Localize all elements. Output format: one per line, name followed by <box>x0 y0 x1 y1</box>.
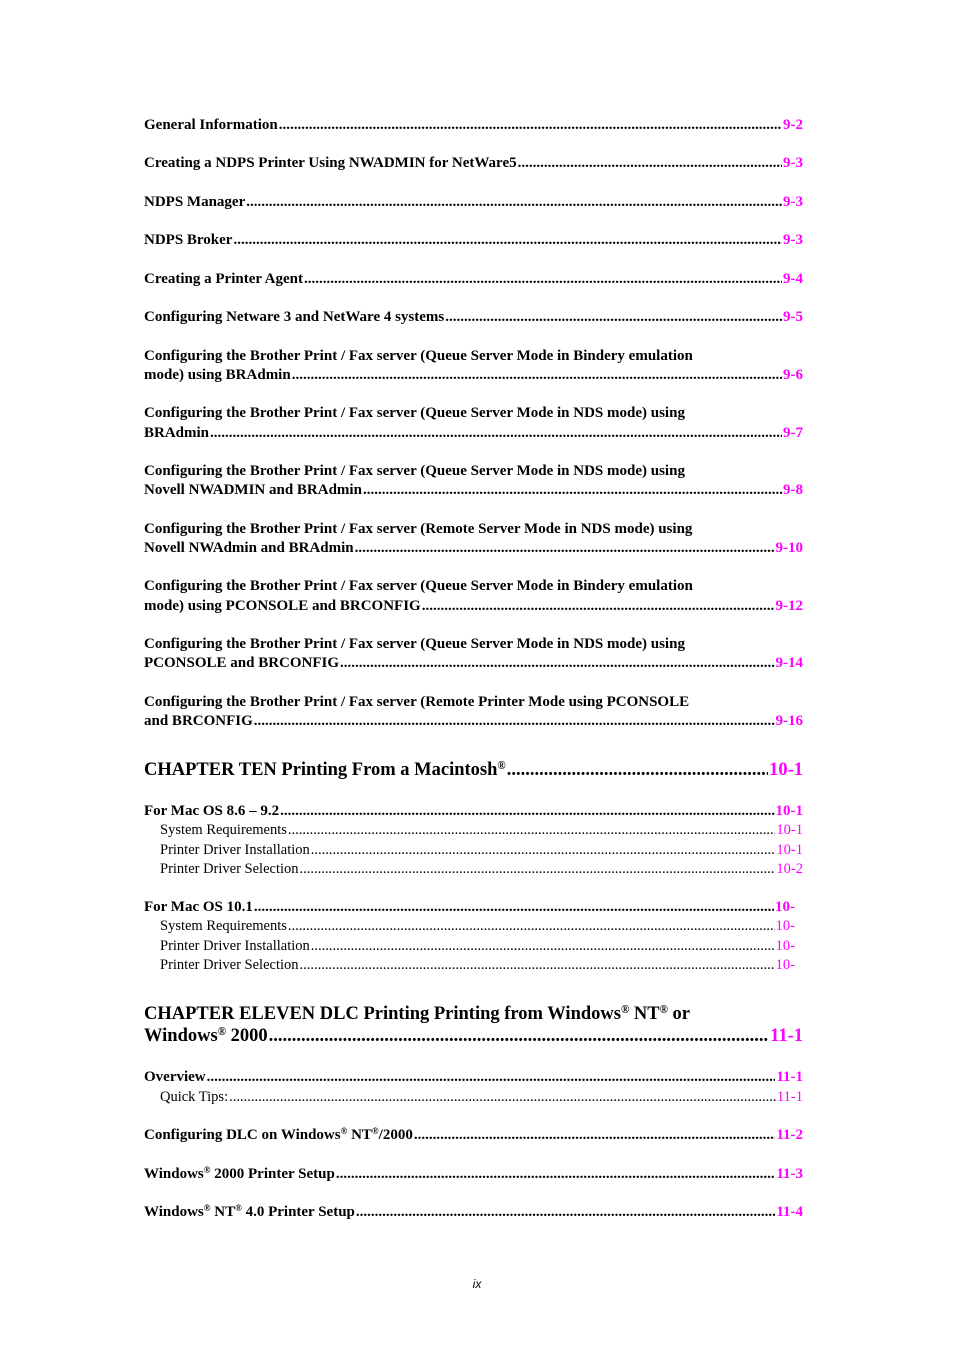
page-number[interactable]: 10-1 <box>776 822 803 838</box>
entry-title-text: 4.0 Printer Setup <box>241 1204 355 1220</box>
page-number[interactable]: 9-12 <box>775 598 803 614</box>
registered-mark: ® <box>340 1126 348 1137</box>
toc-entry-nds-nwadmin[interactable] <box>144 482 803 499</box>
dot-leader <box>300 861 776 878</box>
entry-title: System Requirements <box>160 918 287 934</box>
dot-leader <box>518 155 782 172</box>
toc-entry-line1: Configuring the Brother Print / Fax server (Remote Server Mode in NDS mode) using <box>144 521 693 537</box>
page-number[interactable]: 9-16 <box>775 713 803 729</box>
registered-mark: ® <box>235 1203 242 1214</box>
chapter-title-text: NT <box>629 1004 660 1024</box>
dot-leader <box>288 822 776 839</box>
registered-mark: ® <box>217 1025 226 1038</box>
page-number[interactable]: 9-3 <box>783 232 803 248</box>
registered-mark: ® <box>497 759 506 772</box>
chapter-title <box>144 760 506 781</box>
toc-entry-creating-printer-agent[interactable] <box>144 271 803 288</box>
page-number[interactable]: 11-4 <box>776 1204 803 1220</box>
dot-leader <box>292 367 782 384</box>
entry-title: Creating a Printer Agent <box>144 271 304 287</box>
toc-subentry[interactable] <box>160 938 795 955</box>
dot-leader <box>507 760 768 781</box>
page-number[interactable]: 10-1 <box>769 760 803 780</box>
page-number[interactable]: 9-7 <box>783 425 803 441</box>
entry-title-text: /2000 <box>378 1127 413 1143</box>
toc-entry-configuring-dlc[interactable] <box>144 1127 803 1144</box>
chapter-ten-heading[interactable] <box>144 760 803 781</box>
toc-entry-line1: Configuring the Brother Print / Fax server (Queue Server Mode in NDS mode) using <box>144 636 685 652</box>
chapter-title-text: 2000 <box>226 1026 268 1046</box>
toc-entry-line1: Configuring the Brother Print / Fax server (Queue Server Mode in Bindery emulation <box>144 348 693 364</box>
entry-title: System Requirements <box>160 822 287 838</box>
dot-leader <box>246 194 782 211</box>
dot-leader <box>355 540 775 557</box>
registered-mark: ® <box>203 1203 211 1214</box>
page-number[interactable]: 10-1 <box>776 842 803 858</box>
entry-title: Printer Driver Installation <box>160 938 310 954</box>
dot-leader <box>269 1026 769 1047</box>
page-number[interactable]: 9-3 <box>783 155 803 171</box>
toc-entry-mac-os-101[interactable] <box>144 899 795 916</box>
dot-leader <box>340 655 774 672</box>
toc-subentry[interactable] <box>160 842 803 859</box>
toc-entry-overview[interactable] <box>144 1069 803 1086</box>
toc-subentry-quick-tips[interactable] <box>160 1089 803 1106</box>
page-number[interactable]: 11-2 <box>776 1127 803 1143</box>
entry-title: Printer Driver Selection <box>160 861 299 877</box>
dot-leader <box>229 1089 776 1106</box>
entry-title: BRAdmin <box>144 425 210 441</box>
chapter-eleven-heading[interactable] <box>144 1026 803 1047</box>
dot-leader <box>300 957 775 974</box>
page-number[interactable]: 10- <box>775 899 795 915</box>
page-number[interactable]: 9-8 <box>783 482 803 498</box>
toc-subentry[interactable] <box>160 861 803 878</box>
entry-title: Novell NWAdmin and BRAdmin <box>144 540 354 556</box>
page-number[interactable]: 10-1 <box>775 803 803 819</box>
toc-subentry[interactable] <box>160 918 795 935</box>
entry-title: and BRCONFIG <box>144 713 253 729</box>
dot-leader <box>311 938 775 955</box>
dot-leader <box>207 1069 776 1086</box>
entry-title: Creating a NDPS Printer Using NWADMIN for NetWare5 <box>144 155 517 171</box>
dot-leader <box>288 918 775 935</box>
entry-title-text: Windows <box>144 1204 204 1220</box>
toc-entry-bindery-bradmin[interactable] <box>144 367 803 384</box>
dot-leader <box>422 598 775 615</box>
toc-entry-remote-printer[interactable] <box>144 713 803 730</box>
entry-title: Printer Driver Selection <box>160 957 299 973</box>
dot-leader <box>445 309 782 326</box>
toc-subentry[interactable] <box>160 957 795 974</box>
page-number[interactable]: 9-14 <box>775 655 803 671</box>
entry-title: PCONSOLE and BRCONFIG <box>144 655 340 671</box>
entry-title: For Mac OS 10.1 <box>144 899 253 915</box>
dot-leader <box>210 425 782 442</box>
toc-entry-line1: Configuring the Brother Print / Fax server (Queue Server Mode in Bindery emulation <box>144 578 693 594</box>
toc-entry-windows-2000-setup[interactable] <box>144 1166 803 1183</box>
toc-entry-nds-bradmin[interactable] <box>144 425 803 442</box>
page-number[interactable]: 10- <box>775 938 795 954</box>
entry-title: Overview <box>144 1069 206 1085</box>
registered-mark: ® <box>203 1165 211 1176</box>
chapter-title-text: CHAPTER ELEVEN DLC Printing Printing from Windows <box>144 1004 621 1024</box>
entry-title: mode) using PCONSOLE and BRCONFIG <box>144 598 421 614</box>
chapter-eleven-heading-line1 <box>144 1004 690 1025</box>
entry-title-text: 2000 Printer Setup <box>210 1166 335 1182</box>
entry-title <box>144 1166 335 1183</box>
entry-title <box>144 1204 355 1221</box>
toc-entry-nds-pconsole[interactable] <box>144 655 803 672</box>
toc-subentry[interactable] <box>160 822 803 839</box>
chapter-title-text: or <box>667 1004 690 1024</box>
dot-leader <box>363 482 782 499</box>
registered-mark: ® <box>659 1003 668 1016</box>
toc-entry-configuring-netware[interactable] <box>144 309 803 326</box>
entry-title: Printer Driver Installation <box>160 842 310 858</box>
entry-title-text: Configuring DLC on Windows <box>144 1127 341 1143</box>
chapter-title <box>144 1026 268 1047</box>
registered-mark: ® <box>620 1003 630 1016</box>
entry-title: NDPS Broker <box>144 232 233 248</box>
entry-title <box>144 1127 413 1144</box>
dot-leader <box>254 713 775 730</box>
toc-entry-creating-ndps-printer[interactable] <box>144 155 803 172</box>
page-number[interactable]: 11-1 <box>770 1026 803 1046</box>
entry-title-text: NT <box>210 1204 236 1220</box>
page-footer-number: ix <box>472 1277 482 1291</box>
toc-entry-general-information[interactable] <box>144 117 803 134</box>
page-number[interactable]: 9-10 <box>775 540 803 556</box>
page-number[interactable]: 9-6 <box>783 367 803 383</box>
page-number[interactable]: 9-3 <box>783 194 803 210</box>
page-number[interactable]: 9-4 <box>783 271 803 287</box>
entry-title: mode) using BRAdmin <box>144 367 291 383</box>
dot-leader <box>336 1166 776 1183</box>
dot-leader <box>414 1127 776 1144</box>
toc-entry-line1: Configuring the Brother Print / Fax server (Queue Server Mode in NDS mode) using <box>144 463 685 479</box>
page-number[interactable]: 11-1 <box>776 1069 803 1085</box>
toc-entry-ndps-manager[interactable] <box>144 194 803 211</box>
entry-title: General Information <box>144 117 278 133</box>
dot-leader <box>311 842 776 859</box>
toc-entry-mac-os-86[interactable] <box>144 803 803 820</box>
dot-leader <box>254 899 774 916</box>
page-number[interactable]: 11-1 <box>776 1089 803 1105</box>
entry-title: Novell NWADMIN and BRAdmin <box>144 482 362 498</box>
page-number[interactable]: 9-2 <box>783 117 803 133</box>
toc-entry-ndps-broker[interactable] <box>144 232 803 249</box>
dot-leader <box>279 117 782 134</box>
chapter-title-text: Windows <box>144 1026 218 1046</box>
toc-entry-line1: Configuring the Brother Print / Fax server (Queue Server Mode in NDS mode) using <box>144 405 685 421</box>
dot-leader <box>280 803 774 820</box>
toc-entry-remote-server[interactable] <box>144 540 803 557</box>
page-number[interactable]: 9-5 <box>783 309 803 325</box>
toc-entry-windows-nt-setup[interactable] <box>144 1204 803 1221</box>
page-number[interactable]: 10-2 <box>776 861 803 877</box>
toc-entry-bindery-pconsole[interactable] <box>144 598 803 615</box>
page-number[interactable]: 10- <box>775 957 795 973</box>
entry-title: For Mac OS 8.6 – 9.2 <box>144 803 280 819</box>
dot-leader <box>356 1204 775 1221</box>
toc-entry-line1: Configuring the Brother Print / Fax server (Remote Printer Mode using PCONSOLE <box>144 694 690 710</box>
dot-leader <box>304 271 782 288</box>
entry-title-text: Windows <box>144 1166 204 1182</box>
entry-title: Quick Tips: <box>160 1089 229 1105</box>
page-number[interactable]: 10- <box>775 918 795 934</box>
page-number[interactable]: 11-3 <box>776 1166 803 1182</box>
entry-title-text: NT <box>347 1127 372 1143</box>
dot-leader <box>233 232 782 249</box>
entry-title: NDPS Manager <box>144 194 246 210</box>
registered-mark: ® <box>371 1126 379 1137</box>
entry-title: Configuring Netware 3 and NetWare 4 systems <box>144 309 445 325</box>
chapter-title-text: CHAPTER TEN Printing From a Macintosh <box>144 760 498 780</box>
